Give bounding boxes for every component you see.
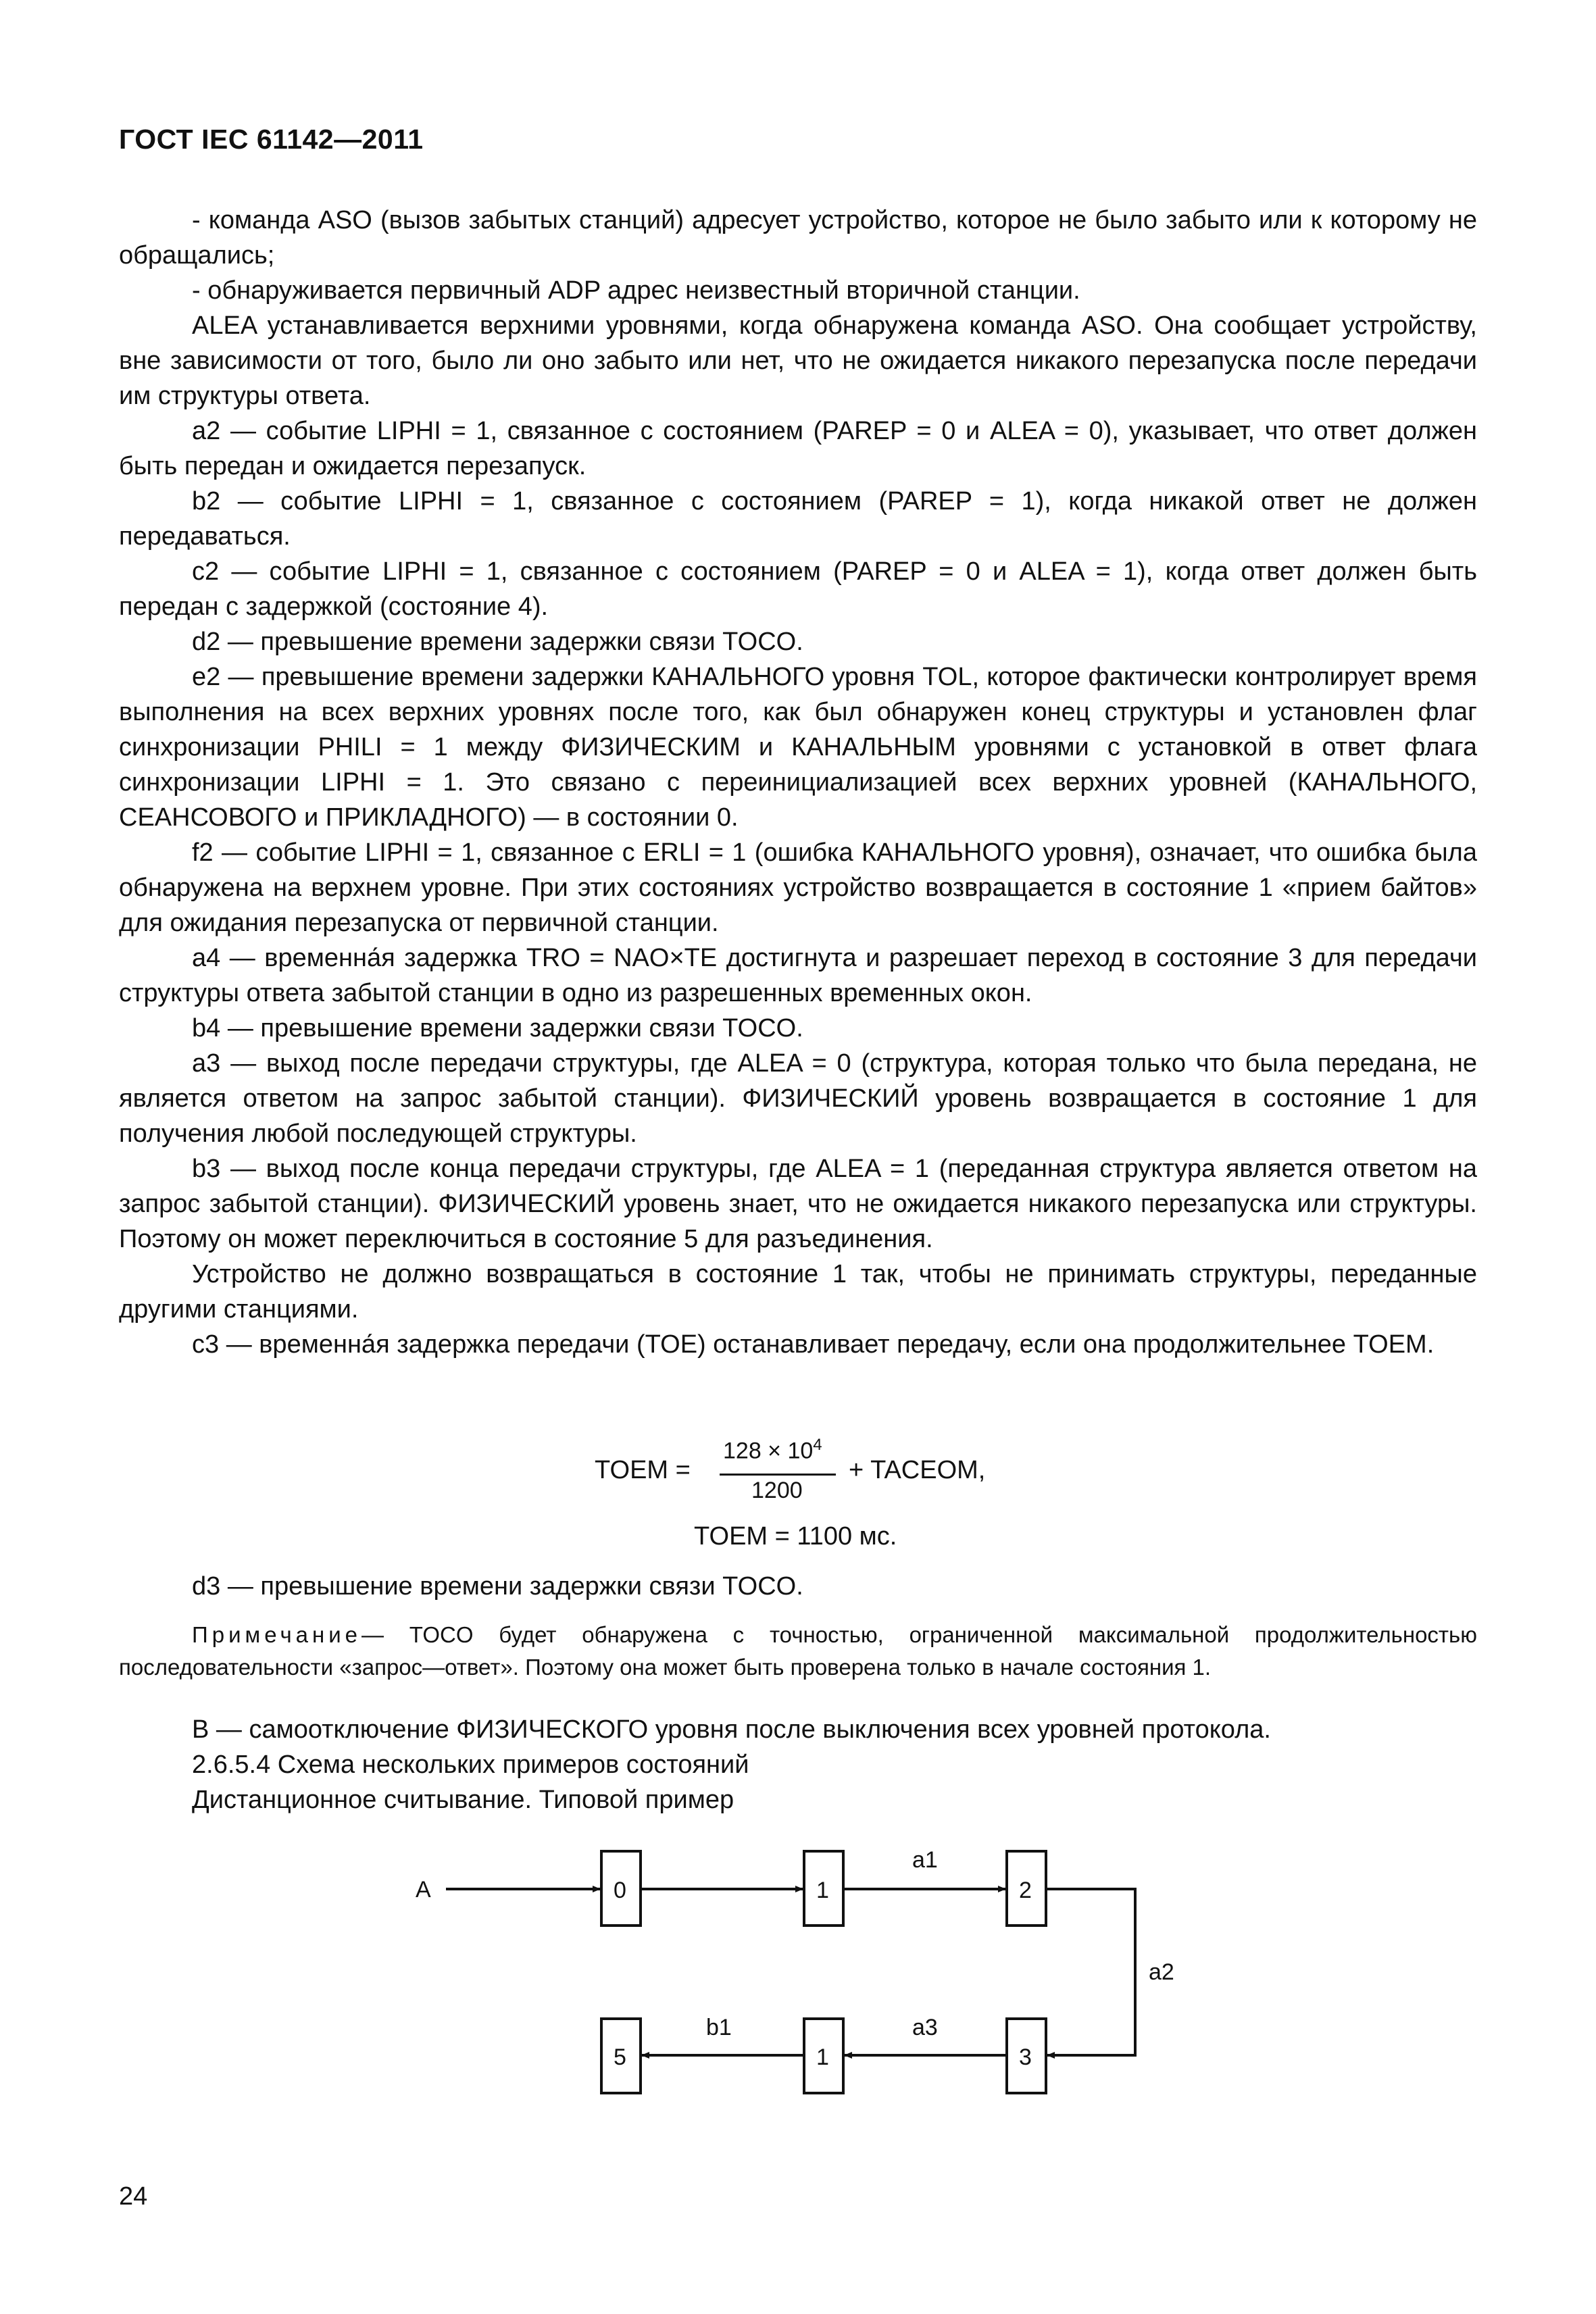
transition-label-a1: a1 — [912, 1847, 938, 1873]
paragraph: Устройство не должно возвращаться в состояние 1 так, чтобы не принимать структуры, переданные другими станциями. — [119, 1260, 1477, 1324]
state-label: 0 — [614, 1878, 626, 1903]
paragraph: 2.6.5.4 Схема нескольких примеров состояний — [192, 1751, 749, 1779]
formula-numerator-base: 128 × 10 — [723, 1438, 814, 1464]
arrow-a2 — [1046, 1889, 1135, 2055]
paragraph: - обнаруживается первичный ADP адрес неизвестный вторичной станции. — [192, 276, 1080, 305]
input-label: A — [416, 1877, 431, 1903]
paragraph: - команда ASO (вызов забытых станций) адресует устройство, которое не было забыто или к которому не обращались; — [119, 206, 1477, 270]
formula-denominator: 1200 — [751, 1478, 803, 1503]
paragraph: В — самоотключение ФИЗИЧЕСКОГО уровня после выключения всех уровней протокола. — [192, 1715, 1271, 1744]
paragraph: d3 — превышение времени задержки связи TOCO. — [192, 1572, 803, 1601]
state-label: 5 — [614, 2044, 626, 2070]
note-label: Примечание — [192, 1622, 362, 1647]
state-label: 1 — [816, 1878, 829, 1903]
state-label: 1 — [816, 2044, 829, 2070]
state-diagram — [378, 1838, 1189, 2121]
paragraph: a2 — событие LIPHI = 1, связанное с состоянием (PAREP = 0 и ALEA = 0), указывает, что ответ должен быть передан и ожидается перезапуск. — [119, 417, 1477, 480]
body-text — [119, 203, 1477, 1362]
document-header: ГОСТ IEC 61142—2011 — [119, 124, 424, 155]
paragraph: f2 — событие LIPHI = 1, связанное с ERLI = 1 (ошибка КАНАЛЬНОГО уровня), означает, что ошибка была обнаружена на верхнем уровне. При этих состояниях устройство возвращается в состояние 1 «прием байтов» для ожидания перезапуска от первичной станции. — [119, 838, 1477, 937]
transition-label-a3: a3 — [912, 2015, 938, 2040]
paragraph: Дистанционное считывание. Типовой пример — [192, 1786, 734, 1814]
note-text: — TOCO будет обнаружена с точностью, ограниченной максимальной продолжительностью последовательности «запрос—ответ». Поэтому она может быть проверена только в начале состояния 1. — [119, 1622, 1477, 1680]
paragraph: a4 — временна́я задержка TRO = NAO×TE достигнута и разрешает переход в состояние 3 для передачи структуры ответа забытой станции в одно из разрешенных временных окон. — [119, 944, 1477, 1007]
formula-lhs: TOEM = — [595, 1456, 691, 1484]
paragraph: d2 — превышение времени задержки связи TOCO. — [192, 628, 803, 656]
paragraph: e2 — превышение времени задержки КАНАЛЬНОГО уровня TOL, которое фактически контролирует время выполнения на всех верхних уровнях после того, как был обнаружен конец структуры и установлен флаг синхронизации PHILI = 1 между ФИЗИЧЕСКИМ и КАНАЛЬНЫМ уровнями с установкой в ответ флага синхронизации LIPHI = 1. Это связано с переинициализацией всех верхних уровней (КАНАЛЬНОГО, СЕАНСОВОГО и ПРИКЛАДНОГО) — в состоянии 0. — [119, 663, 1477, 832]
page-number: 24 — [119, 2182, 148, 2211]
formula-rhs: + TACEOM, — [849, 1456, 986, 1484]
transition-label-a2: a2 — [1149, 1959, 1174, 1985]
formula-numerator — [723, 1436, 822, 1464]
tail-text — [119, 1712, 1477, 1817]
paragraph: a3 — выход после передачи структуры, где ALEA = 0 (структура, которая только что была передана, не является ответом на запрос забытой станции). ФИЗИЧЕСКИЙ уровень возвращается в состояние 1 для получения любой последующей структуры. — [119, 1049, 1477, 1148]
state-label: 3 — [1019, 2044, 1032, 2070]
formula-result: TOEM = 1100 мс. — [694, 1522, 897, 1551]
paragraph: c3 — временна́я задержка передачи (TOE) останавливает передачу, если она продолжительнее TOEM. — [192, 1330, 1435, 1359]
paragraph: ALEA устанавливается верхними уровнями, когда обнаружена команда ASO. Она сообщает устройству, вне зависимости от того, было ли оно забыто или нет, что не ожидается никакого перезапуска после передачи им структуры ответа. — [119, 311, 1477, 410]
after-formula — [119, 1569, 1477, 1604]
state-label: 2 — [1019, 1878, 1032, 1903]
transition-label-b1: b1 — [706, 2015, 732, 2040]
paragraph: b2 — событие LIPHI = 1, связанное с состоянием (PAREP = 1), когда никакой ответ не должен передаваться. — [119, 487, 1477, 551]
formula-exponent: 4 — [813, 1436, 822, 1454]
fraction-bar — [720, 1474, 836, 1476]
paragraph: b4 — превышение времени задержки связи TOCO. — [192, 1014, 803, 1042]
note — [119, 1619, 1477, 1684]
paragraph: c2 — событие LIPHI = 1, связанное с состоянием (PAREP = 0 и ALEA = 1), когда ответ должен быть передан с задержкой (состояние 4). — [119, 557, 1477, 621]
paragraph: b3 — выход после конца передачи структуры, где ALEA = 1 (переданная структура является ответом на запрос забытой станции). ФИЗИЧЕСКИЙ уровень знает, что не ожидается никакого перезапуска или структуры. Поэтому он может переключиться в состояние 5 для разъединения. — [119, 1155, 1477, 1253]
